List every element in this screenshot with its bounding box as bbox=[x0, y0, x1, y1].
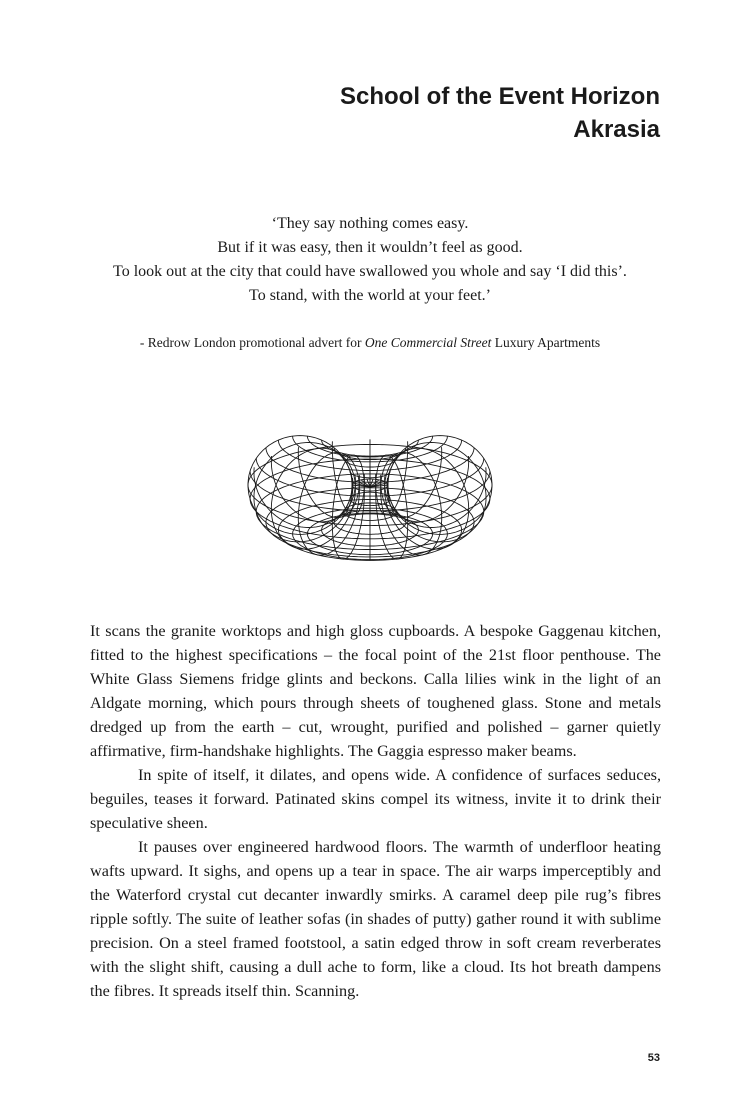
body-paragraph: It scans the granite worktops and high gloss cupboards. A bespoke Gaggenau kitchen, fitted to the highest specifications – the focal point of the 21st floor penthouse. The White Glass Siemens fridge glints and beckons. Calla lilies wink in the light of an Aldgate morning, which pours through sheets of toughened glass. Stone and metals dredged up from the earth – cut, wrought, purified and polished – garner quietly affirmative, firm-handshake highlights. The Gaggia espresso maker beams. bbox=[90, 622, 661, 760]
attribution-suffix: Luxury Apartments bbox=[491, 335, 601, 350]
attribution-prefix: - Redrow London promotional advert for bbox=[139, 335, 365, 350]
epigraph-attribution bbox=[90, 334, 650, 352]
title-block bbox=[340, 80, 660, 146]
epigraph bbox=[90, 212, 650, 308]
chapter-author: Akrasia bbox=[573, 116, 660, 143]
attribution-title: One Commercial Street bbox=[364, 335, 492, 350]
page-number: 53 bbox=[647, 1052, 660, 1064]
body-text bbox=[90, 619, 661, 1003]
epigraph-line: To look out at the city that could have swallowed you whole and say ‘I did this’. bbox=[113, 263, 627, 280]
epigraph-line: To stand, with the world at your feet.’ bbox=[249, 287, 491, 304]
chapter-title: School of the Event Horizon bbox=[339, 83, 660, 110]
body-paragraph: It pauses over engineered hardwood floors. The warmth of underfloor heating wafts upward. It sighs, and opens up a tear in space. The air warps imperceptibly and the Waterford crystal cut decanter inwardly smirks. A caramel deep pile rug’s fibres ripple softly. The suite of leather sofas (in shades of putty) gather round it with sublime precision. On a steel framed footstool, a satin edged throw in soft cream reverberates with the slight shift, causing a dull ache to form, like a cloud. Its hot breath dampens the fibres. It spreads itself thin. Scanning. bbox=[90, 838, 661, 1000]
wireframe-torus-icon bbox=[245, 405, 495, 605]
body-paragraph: In spite of itself, it dilates, and opens wide. A confidence of surfaces seduces, beguiles, teases it forward. Patinated skins compel its witness, invite it to drink their speculative sheen. bbox=[90, 766, 661, 832]
epigraph-line: ‘They say nothing comes easy. bbox=[271, 215, 469, 232]
epigraph-line: But if it was easy, then it wouldn’t feel as good. bbox=[217, 239, 523, 256]
